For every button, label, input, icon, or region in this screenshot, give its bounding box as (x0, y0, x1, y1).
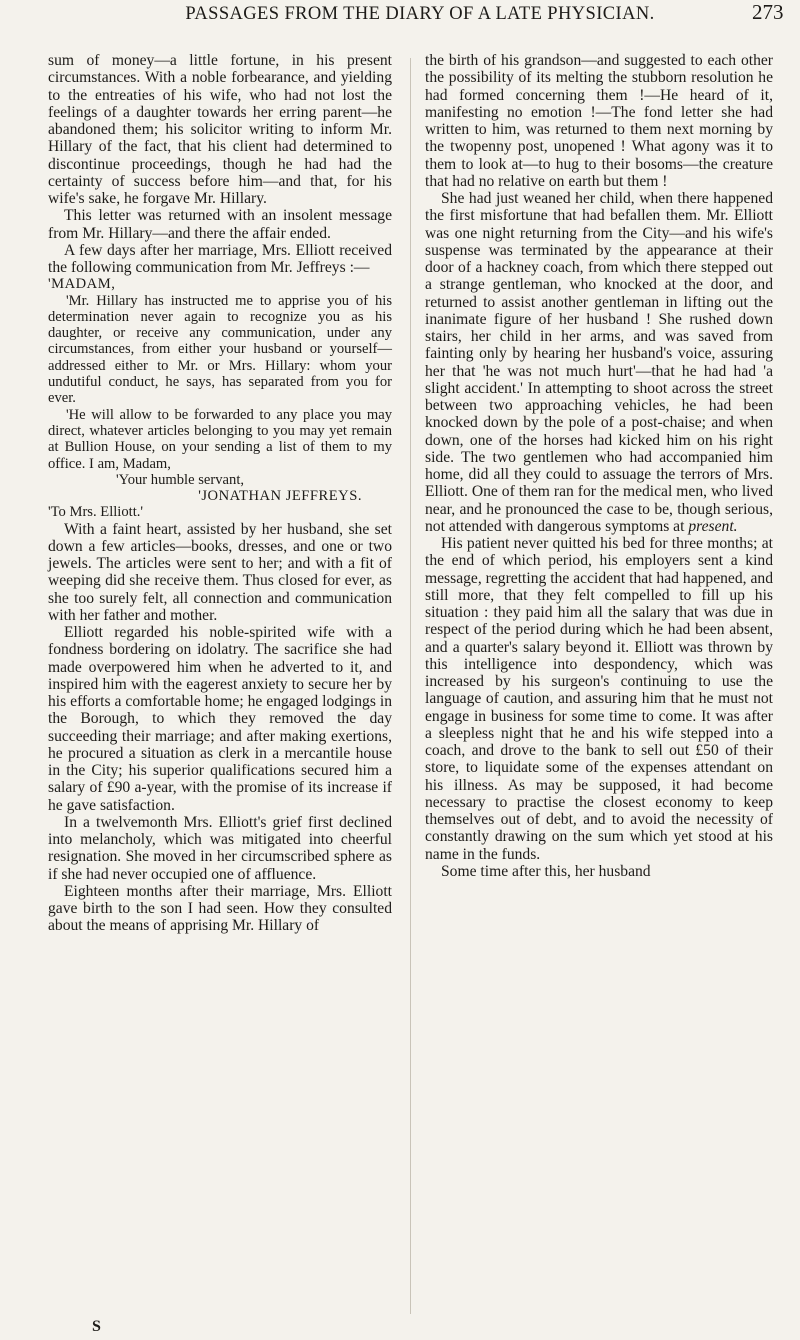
paragraph: Some time after this, her husband (441, 862, 651, 880)
letter-salutation: 'MADAM, (48, 276, 116, 293)
page-number: 273 (752, 0, 784, 24)
running-head: PASSAGES FROM THE DIARY OF A LATE PHYSICIAN. (185, 4, 655, 24)
column-divider (410, 58, 411, 1314)
signature-mark: S (92, 1318, 101, 1335)
paragraph: In a twelvemonth Mrs. Elliott's grief first declined into melancholy, which was mitigated into cheerful resignation. She moved in her circumscribed sphere as if she had never occupied one of affluence. (48, 813, 392, 883)
paragraph (425, 190, 773, 535)
letter-paragraph: 'Mr. Hillary has instructed me to apprise you of his determination never again to recognize you as his daughter, or receive any communication, under any circumstances, from either your husband or yourself—addressed either to Mr. or Mrs. Hillary: whom your undutiful conduct, he says, has separated from you for ever. (48, 292, 392, 407)
paragraph: His patient never quitted his bed for three months; at the end of which period, his employers sent a kind message, regretting the accident that had happened, and still more, that they felt compelled to fill up his situation : they paid him all the salary that was due in respect of the period during which he had been absent, and a quarter's salary beyond it. Elliott was thrown by this intelligence into despondency, which was increased by his surgeon's continuing to use the language of caution, and assuring him that he must not engage in business for some time to come. It was after a sleepless night that he and his wife stepped into a coach, and drove to the bank to sell out £50 of their store, to liquidate some of the expenses attendant on his illness. As may be supposed, it had become necessary to practise the closest economy to keep themselves out of debt, and to avoid the necessity of constantly drawing on the sum which yet stood at his name in the funds. (425, 535, 773, 863)
paragraph: sum of money—a little fortune, in his present circumstances. With a noble forbearance, and yielding to the entreaties of his wife, who had not lost the feelings of a daughter towards her erring parent—he abandoned them; his solicitor writing to inform Mr. Hillary of the fact, that his client had determined to discontinue proceedings, though he had had the certainty of success before him—and that, for his wife's sake, he forgave Mr. Hillary. (48, 52, 392, 207)
letter-paragraph: 'He will allow to be forwarded to any place you may direct, whatever articles belonging to you may yet remain at Bullion House, on your sending a list of them to my office. I am, Madam, (48, 406, 392, 472)
paragraph: Eighteen months after their marriage, Mrs. Elliott gave birth to the son I had seen. How they consulted about the means of apprising Mr. Hillary of (48, 882, 392, 935)
paragraph: Elliott regarded his noble-spirited wife with a fondness bordering on idolatry. The sacrifice she had made overpowered him when he adverted to it, and inspired him with the eagerest anxiety to secure her by his efforts a comfortable home; he engaged lodgings in the Borough, to which they removed the day succeeding their marriage; and after making exertions, he procured a situation as clerk in a mercantile house in the City; his superior qualifications secured him a salary of £90 a-year, with the promise of its increase if he gave satisfaction. (48, 624, 392, 814)
letter-closing: 'Your humble servant, (116, 471, 245, 488)
page-header (0, 0, 800, 36)
paragraph: A few days after her marriage, Mrs. Elliott received the following communication from Mr. Jeffreys :— (48, 241, 392, 276)
paragraph: This letter was returned with an insolent message from Mr. Hillary—and there the affair ended. (48, 207, 392, 242)
left-column (48, 52, 392, 935)
emphasis: present. (688, 517, 738, 535)
letter-signature: 'JONATHAN JEFFREYS. (198, 488, 362, 505)
paragraph: the birth of his grandson—and suggested to each other the possibility of its melting the stubborn resolution he had formed concerning them !—He heard of it, manifesting no emotion !—The fond letter she had written to him, was returned to them next morning by the twopenny post, unopened ! What agony was it to them to look at—to hug to their bosoms—the creature that had no relative on earth but them ! (425, 52, 773, 190)
right-column (425, 52, 773, 880)
letter-address: 'To Mrs. Elliott.' (48, 504, 144, 521)
paragraph-text: She had just weaned her child, when there happened the first misfortune that had befallen them. Mr. Elliott was one night returning from the City—and his wife's suspense was terminated by the appearance at their door of a hackney coach, from which there stepped out a strange gentleman, who knocked at the door, and returned to assist another gentleman in lifting out the inanimate figure of her husband ! She rushed down stairs, her child in her arms, and was saved from fainting only by hearing her husband's voice, assuring her that 'he was not much hurt'—that he had had 'a slight accident.' In attempting to shoot across the street between two approaching vehicles, he had been knocked down by the pole of a post-chaise; and when down, one of the horses had kicked him on his right side. The two gentlemen who had accompanied him home, did all they could to assuage the terrors of Mrs. Elliott. One of them ran for the medical men, who lived near, and he pronounced the case to be, though serious, not attended with dangerous symptoms at (425, 190, 773, 535)
paragraph: With a faint heart, assisted by her husband, she set down a few articles—books, dresses, and one or two jewels. The articles were sent to her; and with a fit of weeping did she receive them. Thus closed for ever, as she too surely felt, all connection and communication with her father and mother. (48, 520, 392, 624)
